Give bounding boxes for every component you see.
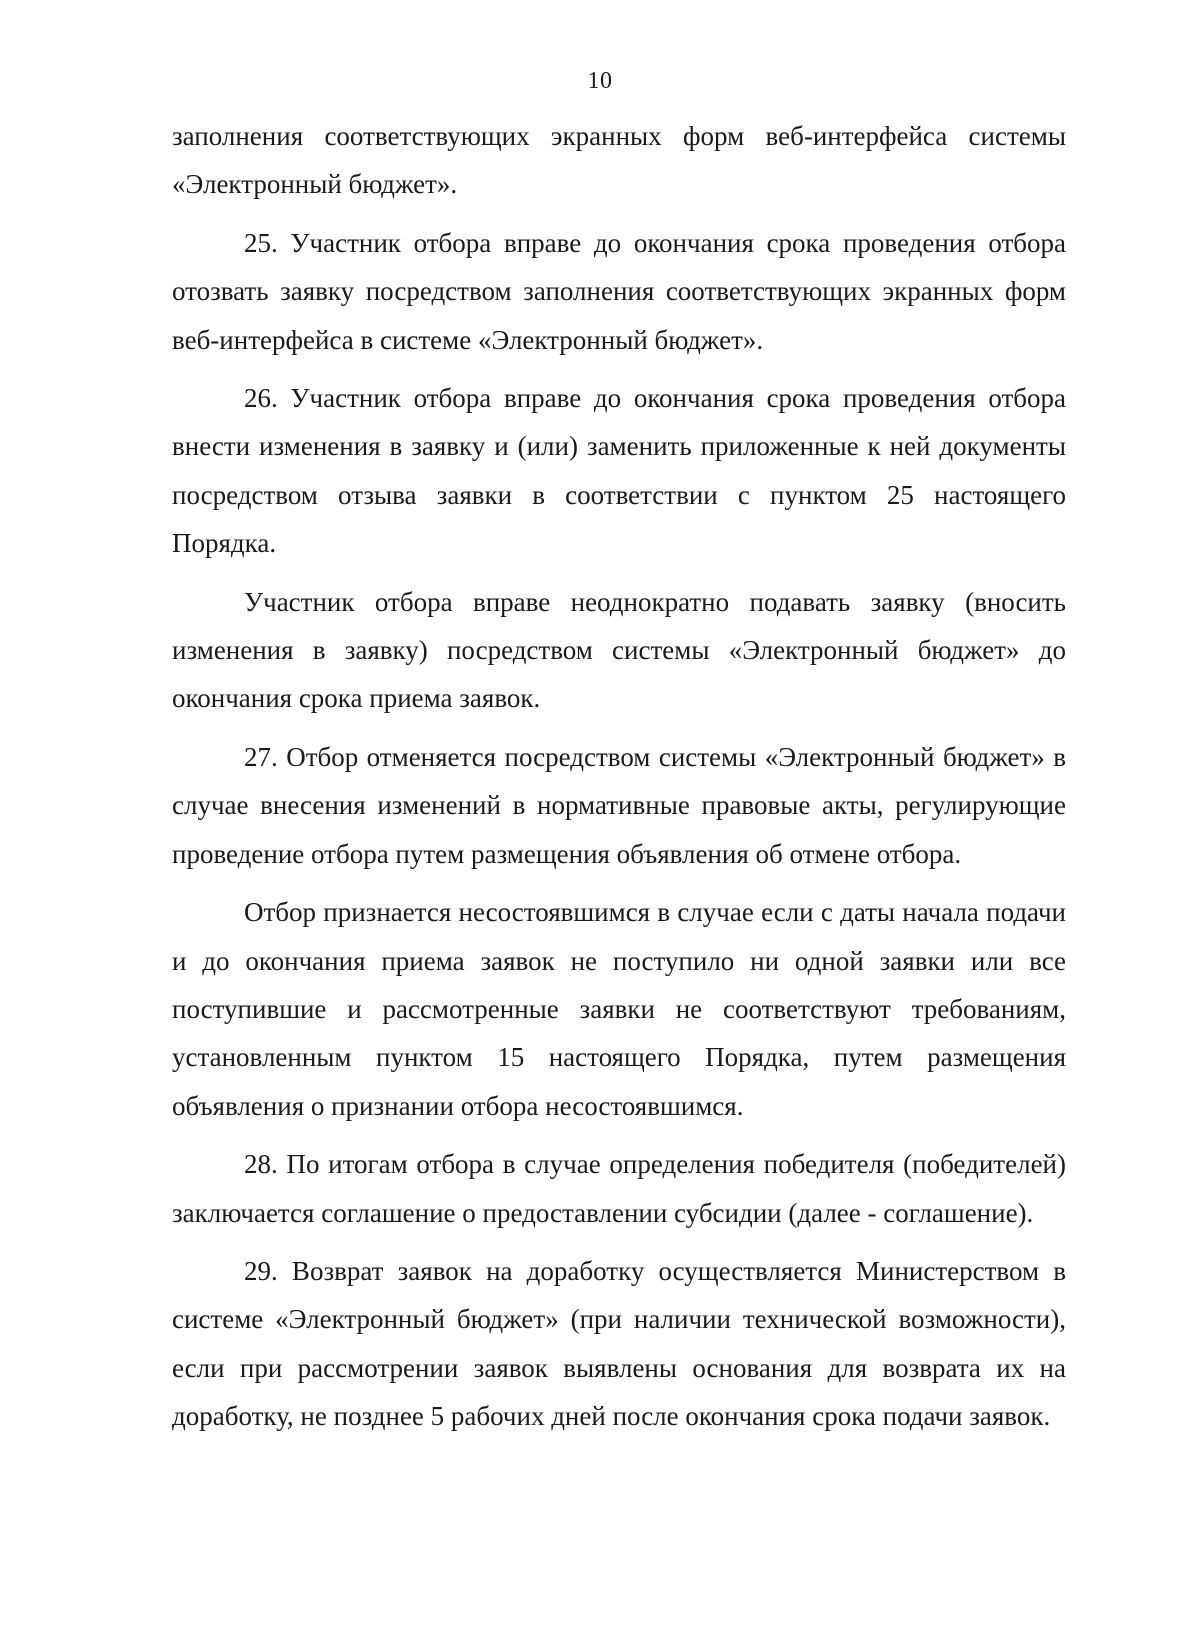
- paragraph-clause-25: 25. Участник отбора вправе до окончания срока проведения отбора отозвать заявку посредством заполнения соответствующих экранных форм веб-интерфейса в системе «Электронный бюджет».: [172, 227, 1066, 355]
- paragraph-clause-28: 28. По итогам отбора в случае определения победителя (победителей) заключается соглашение о предоставлении субсидии (далее - соглашение).: [172, 1149, 1066, 1228]
- paragraph-clause-27: 27. Отбор отменяется посредством системы «Электронный бюджет» в случае внесения изменений в нормативные правовые акты, регулирующие проведение отбора путем размещения объявления об отмене отбора.: [172, 741, 1066, 869]
- paragraph-clause-26: 26. Участник отбора вправе до окончания срока проведения отбора внести изменения в заявку и (или) заменить приложенные к ней документы посредством отзыва заявки в соответствии с пунктом 25 настоящего Порядка.: [172, 383, 1066, 559]
- page-number: 10: [587, 68, 613, 94]
- paragraph-clause-26-note: Участник отбора вправе неоднократно подавать заявку (вносить изменения в заявку) посредством системы «Электронный бюджет» до окончания срока приема заявок.: [172, 586, 1066, 714]
- paragraph-clause-27-note: Отбор признается несостоявшимся в случае если с даты начала подачи и до окончания приема заявок не поступило ни одной заявки или все поступившие и рассмотренные заявки не соответствуют требованиям, установленным пунктом 15 настоящего Порядка, путем размещения объявления о признании отбора несостоявшимся.: [172, 897, 1066, 1121]
- document-body: [172, 112, 1066, 1451]
- paragraph-continuation: заполнения соответствующих экранных форм веб-интерфейса системы «Электронный бюджет».: [172, 121, 1066, 200]
- paragraph-clause-29: 29. Возврат заявок на доработку осуществляется Министерством в системе «Электронный бюджет» (при наличии технической возможности), если при рассмотрении заявок выявлены основания для возврата их на доработку, не позднее 5 рабочих дней после окончания срока подачи заявок.: [172, 1255, 1066, 1432]
